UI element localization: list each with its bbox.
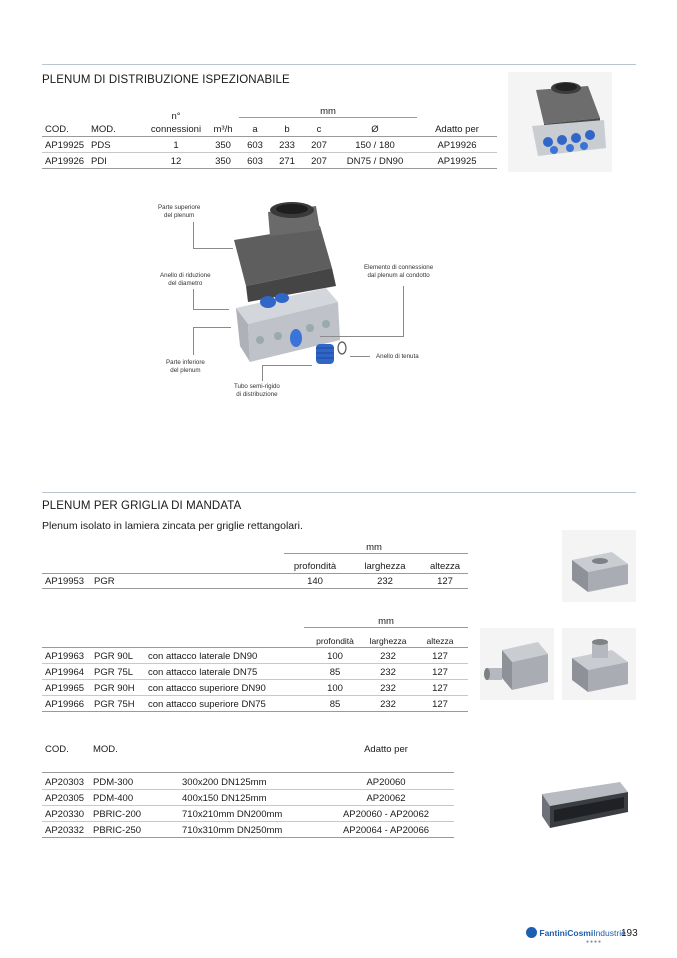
label-anello-tenuta: Anello di tenuta [376,353,419,360]
cell-cod: AP19963 [45,651,85,662]
cell-connessioni: 1 [173,140,179,151]
brand-suffix: Industrie [593,927,626,938]
row-line [42,663,468,664]
cell-adatto: AP20064 - AP20066 [342,825,430,836]
header-line [42,772,454,773]
cell-profondita: 100 [327,683,343,694]
cell-desc: con attacco laterale DN90 [148,651,258,662]
cell-larghezza: 232 [380,667,396,678]
cell-c: 207 [311,140,327,151]
leader-line [193,327,231,328]
cell-adatto: AP20060 - AP20062 [342,809,430,820]
mm-underline [239,117,417,118]
label-tubo: Tubo semi-rigido di distribuzione [234,383,280,398]
label-elemento-connessione: Elemento di connessione dal plenum al condotto [364,264,434,279]
leader-line [262,365,263,381]
cell-mod: PGR 75L [94,667,134,678]
cell-adatto: AP20062 [366,793,406,804]
cell-a: 603 [247,140,263,151]
cell-cod: AP20305 [45,793,85,804]
header-diameter: Ø [371,124,379,135]
row-line [42,168,497,169]
cell-mod: PDM-300 [93,777,134,788]
cell-mod: PDS [91,140,111,151]
leader-line [262,365,312,366]
header-c: c [316,124,322,135]
header-mod: MOD. [93,744,118,755]
cell-cod: AP20332 [45,825,85,836]
cell-cod: AP19926 [45,156,85,167]
header-m3h: m³/h [213,124,233,135]
section-subtitle: Plenum isolato in lamiera zincata per griglie rettangolari. [42,520,303,532]
row-line [42,588,468,589]
cell-b: 271 [279,156,295,167]
brand-logo [526,927,626,943]
label-parte-superiore: Parte superiore del plenum [158,204,201,219]
cell-mod: PBRIC-250 [93,825,142,836]
mm-label: mm [378,616,394,627]
cell-connessioni: 12 [170,156,182,167]
leader-line [193,309,229,310]
cell-mod: PGR 75H [94,699,135,710]
cell-b: 233 [279,140,295,151]
row-line [42,695,468,696]
cell-larghezza: 232 [377,576,393,587]
cell-cod: AP20303 [45,777,85,788]
cell-diameter: 150 / 180 [355,140,395,151]
row-line [42,152,497,153]
header-adatto: Adatto per [364,744,408,755]
header-larghezza: larghezza [369,636,407,646]
cell-a: 603 [247,156,263,167]
brand-mark [526,927,537,938]
brand-dots: ●●●● [586,939,603,945]
cell-mod: PGR 90L [94,651,134,662]
pdm-plenum-photo [534,778,634,836]
cell-dim: 710x310mm DN250mm [182,825,283,836]
header-line [42,647,468,648]
cell-larghezza: 232 [380,699,396,710]
section-title-plenum-griglia: PLENUM PER GRIGLIA DI MANDATA [42,500,242,512]
cell-altezza: 127 [432,683,448,694]
leader-line [403,286,404,336]
cell-profondita: 85 [329,667,341,678]
header-mod: MOD. [91,124,116,135]
cell-adatto: AP19926 [437,140,477,151]
row-line [42,679,468,680]
mm-underline [284,553,468,554]
cell-m3h: 350 [215,140,231,151]
pgr-plenum-photo [562,530,636,602]
cell-cod: AP19925 [45,140,85,151]
leader-line [320,336,404,337]
cell-m3h: 350 [215,156,231,167]
cell-cod: AP19953 [45,576,85,587]
cell-cod: AP20330 [45,809,85,820]
pgr-lateral-photo [480,628,554,700]
cell-larghezza: 232 [380,683,396,694]
cell-mod: PGR 90H [94,683,135,694]
leader-line [193,248,233,249]
header-cod: COD. [45,124,69,135]
section-divider-top [42,64,636,65]
cell-mod: PGR [94,576,115,587]
header-larghezza: larghezza [364,561,406,572]
section-divider-middle [42,492,636,493]
cell-c: 207 [311,156,327,167]
cell-cod: AP19964 [45,667,85,678]
cell-mod: PDM-400 [93,793,134,804]
cell-altezza: 127 [437,576,453,587]
row-line [42,789,454,790]
row-line [42,711,468,712]
header-adatto: Adatto per [435,124,479,135]
leader-line [193,289,194,309]
header-connessioni: connessioni [150,124,202,135]
cell-adatto: AP19925 [437,156,477,167]
header-line [42,136,497,137]
row-line [42,821,454,822]
cell-profondita: 140 [307,576,323,587]
cell-dim: 710x210mm DN200mm [182,809,283,820]
label-anello-riduzione: Anello di riduzione del diametro [160,272,211,287]
cell-larghezza: 232 [380,651,396,662]
plenum-ispezionabile-photo [508,72,612,172]
leader-line [350,356,370,357]
cell-altezza: 127 [432,651,448,662]
cell-desc: con attacco superiore DN75 [148,699,266,710]
cell-cod: AP19965 [45,683,85,694]
cell-altezza: 127 [432,699,448,710]
header-altezza: altezza [426,636,454,646]
cell-profondita: 100 [327,651,343,662]
header-profondita: profondità [293,561,337,572]
pgr-top-photo [562,628,636,700]
header-profondita: profondità [316,636,354,646]
header-b: b [284,124,290,135]
cell-profondita: 85 [329,699,341,710]
row-line [42,805,454,806]
cell-altezza: 127 [432,667,448,678]
cell-mod: PDI [91,156,107,167]
cell-diameter: DN75 / DN90 [346,156,404,167]
mm-underline [304,627,468,628]
label-parte-inferiore: Parte inferiore del plenum [166,359,205,374]
header-line [42,573,468,574]
row-line [42,837,454,838]
cell-dim: 400x150 DN125mm [182,793,267,804]
cell-mod: PBRIC-200 [93,809,142,820]
cell-desc: con attacco laterale DN75 [148,667,258,678]
brand-name: FantiniCosmi [539,927,594,938]
cell-cod: AP19966 [45,699,85,710]
mm-label: mm [320,106,336,117]
header-altezza: altezza [429,561,461,572]
header-n1: n° [171,111,181,122]
cell-desc: con attacco superiore DN90 [148,683,266,694]
cell-adatto: AP20060 [366,777,406,788]
page-number: 193 [621,928,638,939]
header-a: a [252,124,258,135]
mm-label: mm [366,542,382,553]
leader-line [193,327,194,355]
header-cod: COD. [45,744,69,755]
section-title-plenum-ispezionabile: PLENUM DI DISTRIBUZIONE ISPEZIONABILE [42,74,290,86]
cell-dim: 300x200 DN125mm [182,777,267,788]
leader-line [193,222,194,248]
